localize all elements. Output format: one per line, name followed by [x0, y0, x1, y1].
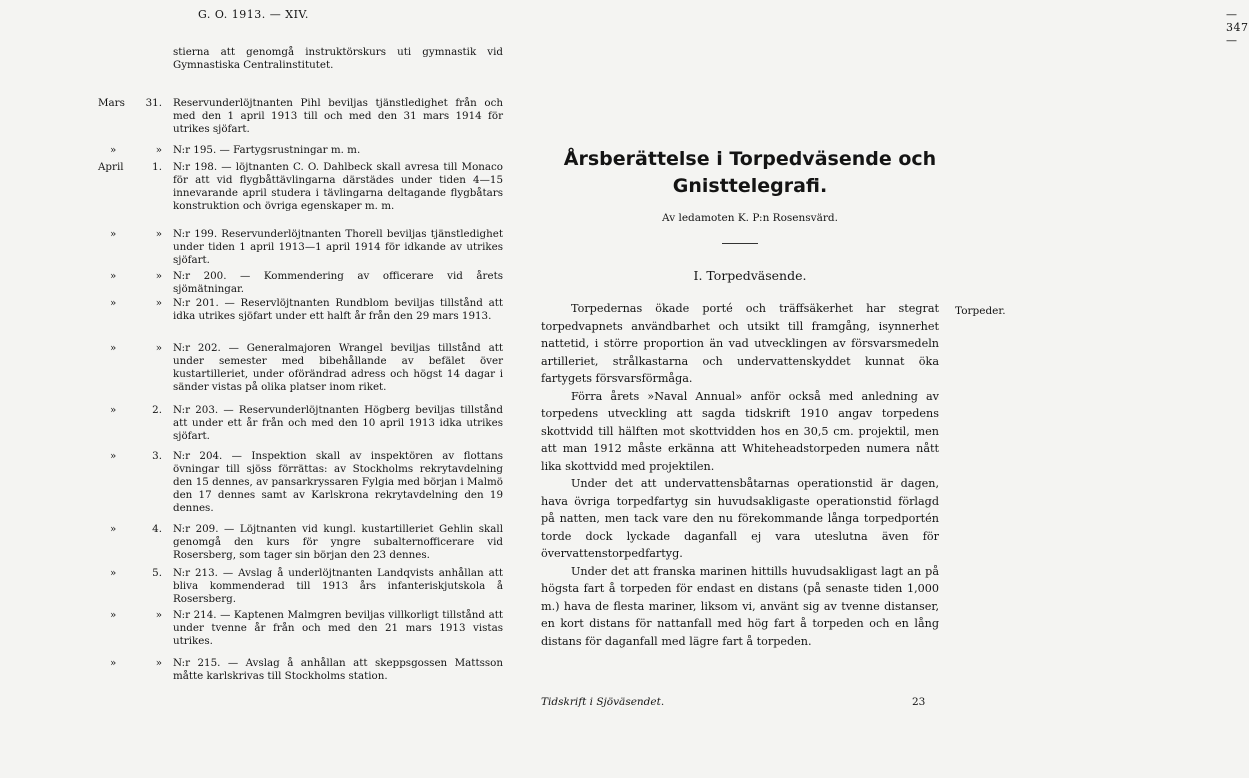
entry-day: » [155, 342, 162, 354]
entry-text: N:r 200. — Kommendering av officerare vid årets sjömätningar. [173, 270, 503, 295]
entry-day: 1. [152, 161, 162, 173]
entry-ditto-mark: » [110, 567, 117, 579]
entry-day: 31. [145, 97, 162, 109]
article-body [541, 300, 939, 650]
entry-ditto-mark: » [110, 342, 117, 354]
entry-text: N:r 199. Reservunderlöjtnanten Thorell beviljas tjänstledighet under tiden 1 april 1913—1 april 1914 för idkande av utrikes sjöfart. [173, 228, 503, 266]
article-byline: Av ledamoten K. P:n Rosensvärd. [662, 212, 838, 224]
body-paragraph-3: Under det att undervattensbåtarnas operationstid är dagen, hava övriga torpedfartyg sin huvudsakligaste operationstid förlagd på natten, men tack vare den nu förekommande långa torpedportén torde dock lyckade daganfall ej vara uteslutna även för övervattenstorpedfartyg. [541, 477, 939, 560]
entry-ditto-mark: » [110, 270, 117, 282]
article-title [560, 146, 940, 200]
entry-ditto-mark: » [110, 523, 117, 535]
entry-ditto-mark: » [110, 609, 117, 621]
entry-text: N:r 195. — Fartygsrustningar m. m. [173, 144, 361, 156]
entry-month: Mars [98, 97, 125, 109]
entry-day: 4. [152, 523, 162, 535]
entry-text: N:r 204. — Inspektion skall av inspektören av flottans övningar till sjöss förrättas: av Stockholms rekrytavdelning den 15 dennes, av pansarkryssaren Fylgia med början i Malmö den 17 dennes samt av Karlskrona rekrytavdelning den 19 dennes. [173, 450, 503, 514]
body-paragraph-1: Torpedernas ökade porté och träffsäkerhet har stegrat torpedvapnets användbarhet och utsikt till framgång, isynnerhet nattetid, i större proportion än vad utvecklingen av försvarsmedeln artilleriet, strålkastarna och undervattenskyddet kunnat öka fartygets försvarsförmåga. [541, 302, 939, 385]
entry-day: 5. [152, 567, 162, 579]
left-page [0, 0, 512, 778]
entry-day: 2. [152, 404, 162, 416]
section-heading: I. Torpedväsende. [693, 268, 807, 283]
body-paragraph-2: Förra årets »Naval Annual» anför också med anledning av torpedens utveckling att sagda tidskrift 1910 angav torpedens skottvidd till hälften mot skottvidden hos en 30,5 cm. projektil, men att man 1912 måste erkänna att Whiteheadstorpeden numera nått lika skottvidd med projektilen. [541, 389, 939, 473]
short-rule-divider [722, 243, 758, 244]
entry-day: » [155, 270, 162, 282]
entry-text: stierna att genomgå instruktörskurs uti gymnastik vid Gymnastiska Centralinstitutet. [173, 46, 503, 71]
entry-ditto-mark: » [110, 404, 117, 416]
margin-note: Torpeder. [955, 305, 1006, 317]
page-number-header: — 347 — [1226, 8, 1249, 47]
entry-text: N:r 202. — Generalmajoren Wrangel beviljas tillstånd att under semester med bibehållande av befälet över kustartilleriet, under oförändrad adress och högst 14 dagar i sänder vistas på olika platser inom riket. [173, 342, 503, 393]
article-title-line-2: Gnisttelegrafi. [672, 175, 828, 197]
entry-ditto-mark: » [110, 450, 117, 462]
entry-text: N:r 214. — Kaptenen Malmgren beviljas villkorligt tillstånd att under tvenne år från och med den 21 mars 1913 vistas utrikes. [173, 609, 503, 647]
entry-text: N:r 203. — Reservunderlöjtnanten Högberg beviljas tillstånd att under ett år från och med den 10 april 1913 idka utrikes sjöfart. [173, 404, 503, 442]
entry-text: N:r 201. — Reservlöjtnanten Rundblom beviljas tillstånd att idka utrikes sjöfart under ett halft år från den 29 mars 1913. [173, 297, 503, 322]
entry-ditto-mark: » [110, 297, 117, 309]
entry-ditto-mark: » [110, 657, 117, 669]
entry-text: N:r 215. — Avslag å anhållan att skeppsgossen Mattsson måtte karlskrivas till Stockholms station. [173, 657, 503, 682]
entry-day: » [155, 297, 162, 309]
running-head-left: G. O. 1913. — XIV. [198, 8, 309, 21]
entry-month: April [98, 161, 124, 173]
entry-text: N:r 213. — Avslag å underlöjtnanten Landqvists anhållan att bliva kommenderad till 1913 års infanteriskjutskola å Rosersberg. [173, 567, 503, 605]
footer-signature: 23 [912, 696, 926, 708]
entry-text: Reservunderlöjtnanten Pihl beviljas tjänstledighet från och med den 1 april 1913 till och med den 31 mars 1914 för utrikes sjöfart. [173, 97, 503, 135]
entry-ditto-mark: » [110, 228, 117, 240]
entry-day: » [155, 144, 162, 156]
entry-day: » [155, 609, 162, 621]
body-paragraph-4: Under det att franska marinen hittills huvudsakligast lagt an på högsta fart å torpeden för endast en distans (på senaste tiden 1,000 m.) hava de flesta mariner, liksom vi, använt sig av tvenne distanser, en kort distans för nattanfall med hög fart å torpeden och en lång distans för daganfall med lägre fart å torpeden. [541, 564, 939, 648]
entry-text: N:r 209. — Löjtnanten vid kungl. kustartilleriet Gehlin skall genomgå den kurs för yngre subalternofficerare vid Rosersberg, som tager sin början den 23 dennes. [173, 523, 503, 561]
entry-day: 3. [152, 450, 162, 462]
entry-text: N:r 198. — löjtnanten C. O. Dahlbeck skall avresa till Monaco för att vid flygbåttävlingarna därstädes under tiden 4—15 innevarande april studera i tävlingarna deltagande flygbåtars konstruktion och övriga egenskaper m. m. [173, 161, 503, 212]
entry-day: » [155, 657, 162, 669]
entry-ditto-mark: » [110, 144, 117, 156]
footer-journal-name: Tidskrift i Sjöväsendet. [541, 696, 665, 708]
entry-day: » [155, 228, 162, 240]
article-title-line-1: Årsberättelse i Torpedväsende och [563, 148, 937, 170]
